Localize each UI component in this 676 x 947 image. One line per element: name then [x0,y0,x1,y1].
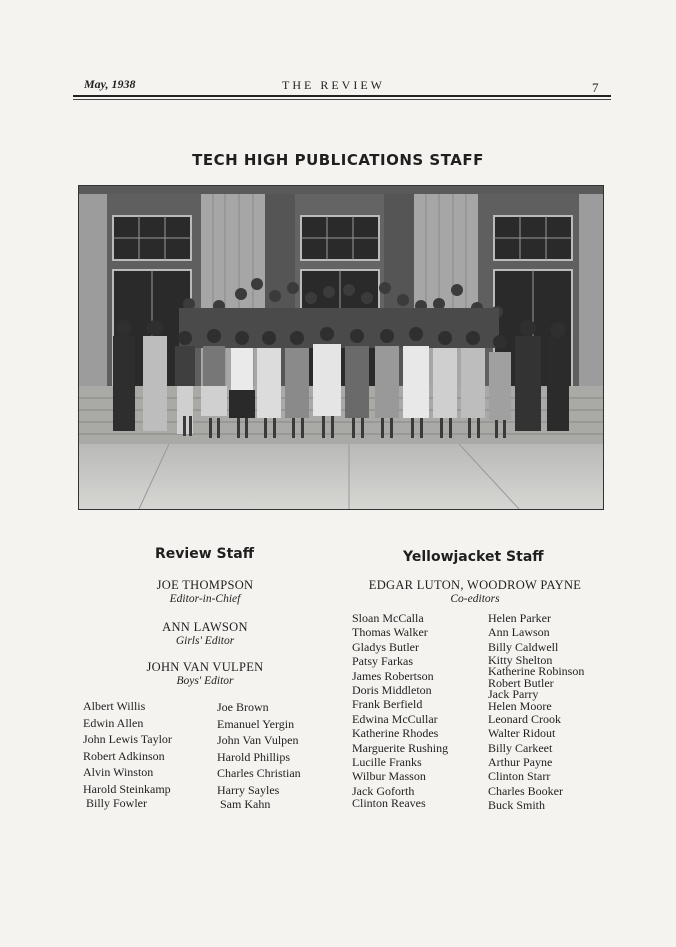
review-editor-1 [120,578,290,605]
staff-name: Billy Caldwell [488,639,559,654]
editor-role: Boys' Editor [176,675,234,687]
yellowjacket-members-col1 [352,612,448,811]
staff-name: Charles Christian [217,766,301,780]
staff-name: Marguerite Rushing [352,740,449,755]
staff-name: Doris Middleton [352,682,432,697]
staff-name: Katherine Robinson [488,664,585,679]
yellowjacket-staff-heading: Yellowjacket Staff [403,549,544,565]
staff-name: Leonard Crook [488,711,561,726]
staff-name: John Lewis Taylor [83,732,172,746]
staff-name: Edwina McCullar [352,711,438,726]
review-members-col2 [217,701,301,814]
staff-name: Helen Moore [488,699,552,714]
staff-name: Buck Smith [488,798,546,813]
staff-name: Lucille Franks [352,754,422,769]
staff-name: Robert Butler [488,675,554,690]
editor-role: Girls' Editor [175,635,235,647]
editor-role: Editor-in-Chief [169,593,241,605]
staff-name: Charles Booker [488,783,563,798]
staff-name: Robert Adkinson [83,748,165,763]
staff-name: Arthur Payne [488,754,553,769]
header-rule [73,95,611,97]
staff-name: John Van Vulpen [217,733,299,747]
header-rule-thin [73,99,611,100]
staff-name: Jack Goforth [352,783,415,798]
staff-name: Gladys Butler [352,639,419,654]
staff-name: Alvin Winston [83,765,154,779]
staff-name: Walter Ridout [488,726,556,741]
staff-name: Clinton Starr [488,769,551,784]
staff-name: Harold Phillips [217,749,291,764]
staff-name: Jack Parry [488,687,539,702]
staff-name: Helen Parker [488,611,551,625]
co-editors-role: Co-editors [450,593,500,605]
page-title: TECH HIGH PUBLICATIONS STAFF [192,151,484,169]
staff-name: Ann Lawson [488,625,550,640]
review-editor-3 [120,660,290,687]
staff-name: Harry Sayles [217,782,280,797]
staff-group-photo [78,185,604,510]
editor-name: JOHN VAN VULPEN [146,660,264,674]
staff-name: Harold Steinkamp [83,781,171,796]
editor-name: JOE THOMPSON [156,578,254,592]
staff-name: Billy Fowler [86,795,148,810]
editor-name: ANN LAWSON [162,620,248,634]
staff-name: Sloan McCalla [352,611,424,625]
photo-drawing [79,186,603,509]
yellowjacket-members-col2 [488,612,584,814]
review-editor-2 [120,620,290,647]
staff-name: Billy Carkeet [488,740,553,755]
co-editors-names: EDGAR LUTON, WOODROW PAYNE [368,578,582,592]
publication-name: THE REVIEW [282,78,385,92]
page-number: 7 [592,80,599,95]
issue-date: May, 1938 [84,77,136,91]
yellowjacket-editors [360,578,590,605]
staff-name: Emanuel Yergin [217,716,295,731]
staff-name: Albert Willis [83,699,146,713]
staff-name: Thomas Walker [352,625,428,640]
staff-name: Katherine Rhodes [352,726,439,741]
staff-name: Wilbur Masson [352,769,426,784]
staff-name: Patsy Farkas [352,654,413,669]
review-staff-heading: Review Staff [155,546,255,562]
staff-name: Clinton Reaves [352,796,426,811]
staff-name: Joe Brown [217,700,269,714]
review-members-col1 [83,700,172,813]
staff-name: James Robertson [352,668,434,683]
staff-name: Frank Berfield [352,697,423,712]
staff-name: Edwin Allen [83,715,144,730]
staff-name: Sam Kahn [220,796,271,811]
staff-name: Kitty Shelton [488,653,553,668]
